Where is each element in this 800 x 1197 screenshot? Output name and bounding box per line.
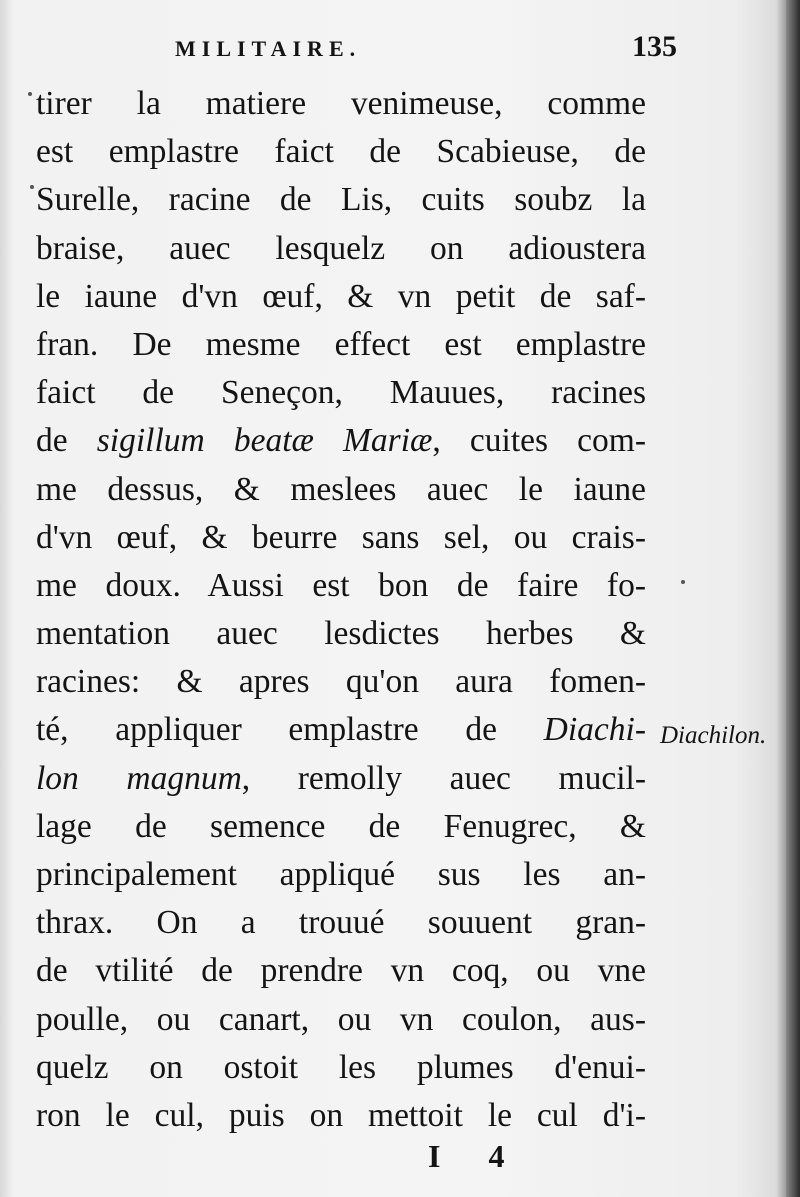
running-head: MILITAIRE. — [175, 36, 362, 61]
margin-note: Diachilon. — [660, 722, 767, 749]
diachilon-term-end: lon magnum — [36, 759, 242, 797]
text-line-8-start: de — [36, 422, 97, 460]
diachilon-term-start: Diachi- — [543, 711, 646, 749]
text-line-21: quelz on ostoit les plumes d'enui- — [36, 1048, 646, 1086]
text-line-7: faict de Seneçon, Mauues, racines — [36, 374, 646, 412]
text-line-15 — [36, 755, 646, 803]
text-line-8-end: , cuites com- — [432, 422, 646, 460]
page-number: 135 — [632, 30, 677, 63]
text-line-22: ron le cul, puis on mettoit le cul d'i- — [36, 1096, 646, 1134]
body-text — [36, 80, 646, 1140]
text-line-20: poulle, ou canart, ou vn coulon, aus- — [36, 1000, 646, 1038]
text-line-1: tirer la matiere venimeuse, comme — [36, 85, 646, 122]
page-edge-shadow — [786, 0, 800, 1197]
latin-phrase: sigillum beatæ Mariæ — [96, 422, 433, 460]
text-line-18: thrax. On a trouué souuent gran- — [36, 904, 646, 942]
text-line-13: racines: & apres qu'on aura fomen- — [36, 663, 646, 701]
text-line-8 — [36, 417, 646, 465]
ink-speck — [28, 92, 32, 96]
text-line-14 — [36, 706, 646, 754]
text-line-19: de vtilité de prendre vn coq, ou vne — [36, 952, 646, 990]
text-line-12: mentation auec lesdictes herbes & — [36, 615, 646, 653]
text-line-4: braise, auec lesquelz on adioustera — [36, 229, 646, 267]
text-line-10: d'vn œuf, & beurre sans sel, ou crais- — [36, 518, 646, 556]
ink-speck — [30, 185, 34, 189]
text-line-17: principalement appliqué sus les an- — [36, 856, 646, 893]
text-line-15-end: , remolly auec mucil- — [241, 759, 646, 797]
signature-mark: I 4 — [428, 1138, 525, 1174]
text-line-3: Surelle, racine de Lis, cuits soubz la — [36, 181, 646, 219]
text-line-16: lage de semence de Fenugrec, & — [36, 807, 646, 845]
ink-speck — [681, 580, 685, 584]
text-line-6: fran. De mesme effect est emplastre — [36, 325, 646, 363]
text-line-5: le iaune d'vn œuf, & vn petit de saf- — [36, 277, 646, 315]
text-line-2: est emplastre faict de Scabieuse, de — [36, 133, 646, 171]
text-line-11: me doux. Aussi est bon de faire fo- — [36, 566, 646, 604]
text-line-14-start: té, appliquer emplastre de — [36, 711, 544, 749]
text-line-9: me dessus, & meslees auec le iaune — [36, 470, 646, 508]
